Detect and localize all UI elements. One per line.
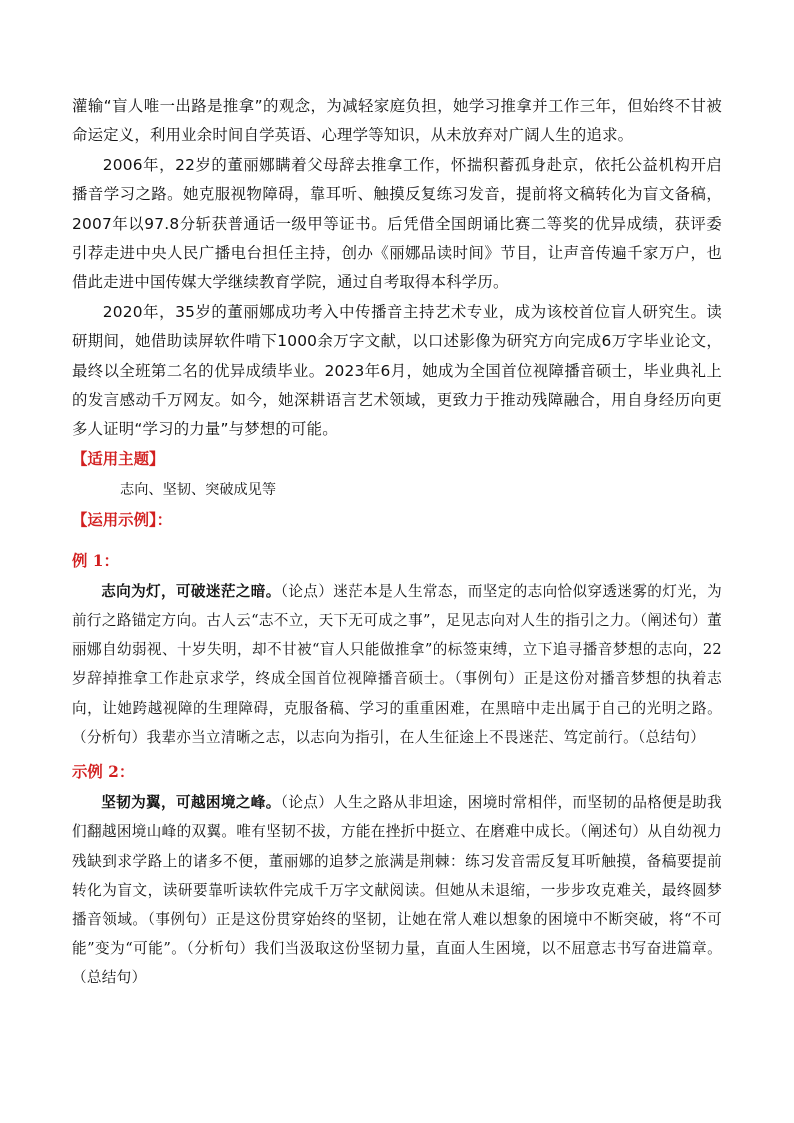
example-1-label: 例 1： [72,551,119,570]
body-paragraph-3: 2020年，35岁的董丽娜成功考入中传播音主持艺术专业，成为该校首位盲人研究生。读研期间，她借助读屏软件啃下1000余万字文献，以口述影像为研究方向完成6万字毕业论文，最终以全班第二名的优异成绩毕业。2023年6月，她成为全国首位视障播音硕士，毕业典礼上的发言感动千万网友。如今，她深耕语言艺术领域，更致力于推动残障融合，用自身经历向更多人证明“学习的力量”与梦想的可能。 [72,302,722,439]
example-2-label: 示例 2： [72,763,135,782]
body-paragraph-2: 2006年，22岁的董丽娜瞒着父母辞去推拿工作，怀揣积蓄孤身赴京，依托公益机构开启播音学习之路。她克服视物障碍，靠耳听、触摸反复练习发音，提前将文稿转化为盲文备稿，2007年以97.8分斩获普通话一级甲等证书。后凭借全国朗诵比赛二等奖的优异成绩，获评委引荐走进中央人民广播电台担任主持，创办《丽娜品读时间》节目，让声音传遍千家万户，也借此走进中国传媒大学继续教育学院，通过自考取得本科学历。 [72,155,722,292]
document-page [72,92,722,993]
example-2-body [72,788,722,992]
example-2-text: （论点）人生之路从非坦途，困境时常相伴，而坚韧的品格便是助我们翻越困境山峰的双翼。唯有坚韧不拔，方能在挫折中挺立、在磨难中成长。（阐述句）从自幼视力残缺到求学路上的诸多不便，董丽娜的追梦之旅满是荆棘：练习发音需反复耳听触摸，备稿要提前转化为盲文，读研要靠听读软件完成千万字文献阅读。但她从未退缩，一步步攻克难关，最终圆梦播音领域。（事例句）正是这份贯穿始终的坚韧，让她在常人难以想象的困境中不断突破，将“不可能”变为“可能”。（分析句）我们当汲取这份坚韧力量，直面人生困境，以不屈意志书写奋进篇章。（总结句） [72,794,722,987]
example-1-body [72,577,722,752]
topic-heading: 【适用主题】 [72,449,165,468]
body-paragraph-1: 灌输“盲人唯一出路是推拿”的观念，为减轻家庭负担，她学习推拿并工作三年，但始终不甘被命运定义，利用业余时间自学英语、心理学等知识，从未放弃对广阔人生的追求。 [72,97,722,145]
example-1-lead: 志向为灯，可破迷茫之暗。 [101,582,281,600]
example-1-text: （论点）迷茫本是人生常态，而坚定的志向恰似穿透迷雾的灯光，为前行之路锚定方向。古人云“志不立，天下无可成之事”，足见志向对人生的指引之力。（阐述句）董丽娜自幼弱视、十岁失明，却不甘被“盲人只能做推拿”的标签束缚，立下追寻播音梦想的志向，22岁辞掉推拿工作赴京求学，终成全国首位视障播音硕士。（事例句）正是这份对播音梦想的执着志向，让她跨越视障的生理障碍，克服备稿、学习的重重困难，在黑暗中走出属于自己的光明之路。（分析句）我辈亦当立清晰之志，以志向为指引，在人生征途上不畏迷茫、笃定前行。（总结句） [72,582,722,746]
topic-list: 志向、坚韧、突破成见等 [120,481,277,498]
examples-heading: 【运用示例】： [72,510,173,529]
example-2-lead: 坚韧为翼，可越困境之峰。 [101,794,281,812]
